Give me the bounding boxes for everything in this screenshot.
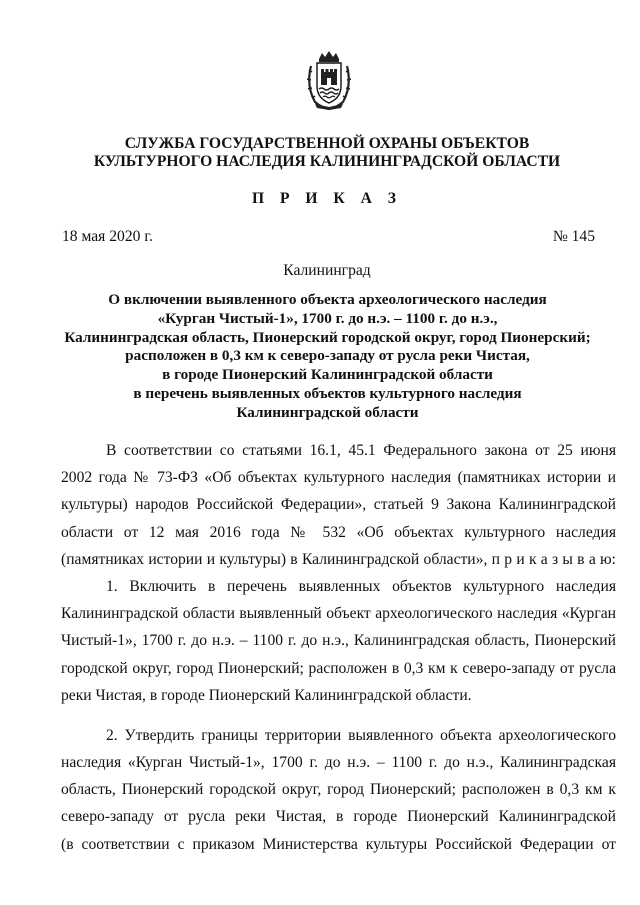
body-line: Калининградской области выявленный объект археологического наследия «Курган — [61, 605, 616, 623]
document-title — [55, 291, 600, 423]
title-line: О включении выявленного объекта археологического наследия — [108, 291, 547, 308]
title-line: Калининградской области — [236, 403, 419, 421]
title-line: «Курган Чистый-1», 1700 г. до н.э. – 1100 г. до н.э., — [157, 309, 498, 327]
agency-name — [60, 135, 594, 171]
body-line-item-2: 2. Утвердить границы территории выявленного объекта археологического — [106, 726, 616, 744]
body-line-item-1: 1. Включить в перечень выявленных объектов культурного наследия — [106, 577, 616, 595]
title-line: в перечень выявленных объектов культурного наследия — [133, 384, 522, 402]
body-line: (памятниках истории и культуры) в Калининградской области», п р и к а з ы в а ю: — [61, 550, 616, 568]
coat-of-arms-emblem-icon — [305, 50, 353, 110]
body-line: 2002 года № 73-ФЗ «Об объектах культурного наследия (памятниках истории и — [61, 469, 616, 487]
title-line: в городе Пионерский Калининградской области — [162, 366, 493, 384]
body-line: наследия «Курган Чистый-1», 1700 г. до н.э. – 1100 г. до н.э., Калининградская — [61, 754, 616, 772]
paragraph-gap — [61, 709, 616, 722]
body-line: (в соответствии с приказом Министерства культуры Российской Федерации от — [61, 835, 616, 853]
body-line: культуры) народов Российской Федерации», статьей 9 Закона Калининградской — [61, 496, 616, 514]
body-line: Чистый-1», 1700 г. до н.э. – 1100 г. до н.э., Калининградская область, Пионерский — [61, 632, 616, 650]
body-line: реки Чистая, в городе Пионерский Калининградской области. — [61, 686, 472, 704]
document-type: П Р И К А З — [251, 190, 403, 207]
title-line: Калининградская область, Пионерский городской округ, город Пионерский; — [64, 328, 591, 346]
document-date: 18 мая 2020 г. — [62, 228, 153, 245]
body-line: область, Пионерский городской округ, город Пионерский; расположен в 0,3 км к — [61, 781, 616, 799]
body-line: городской округ, город Пионерский; расположен в 0,3 км к северо-западу от русла — [61, 659, 616, 677]
agency-name-line-1: СЛУЖБА ГОСУДАРСТВЕННОЙ ОХРАНЫ ОБЪЕКТОВ — [124, 135, 530, 152]
document-city: Калининград — [283, 262, 371, 279]
body-line: В соответствии со статьями 16.1, 45.1 Федерального закона от 25 июня — [106, 442, 616, 459]
agency-name-line-2: КУЛЬТУРНОГО НАСЛЕДИЯ КАЛИНИНГРАДСКОЙ ОБЛАСТИ — [93, 153, 561, 170]
body-line: северо-западу от русла реки Чистая, в городе Пионерский Калининградской — [61, 808, 616, 826]
title-line: расположен в 0,3 км к северо-западу от русла реки Чистая, — [125, 347, 530, 365]
document-number: № 145 — [552, 228, 595, 245]
body-line: области от 12 мая 2016 года № 532 «Об объектах культурного наследия — [61, 523, 616, 541]
document-body — [61, 437, 616, 858]
